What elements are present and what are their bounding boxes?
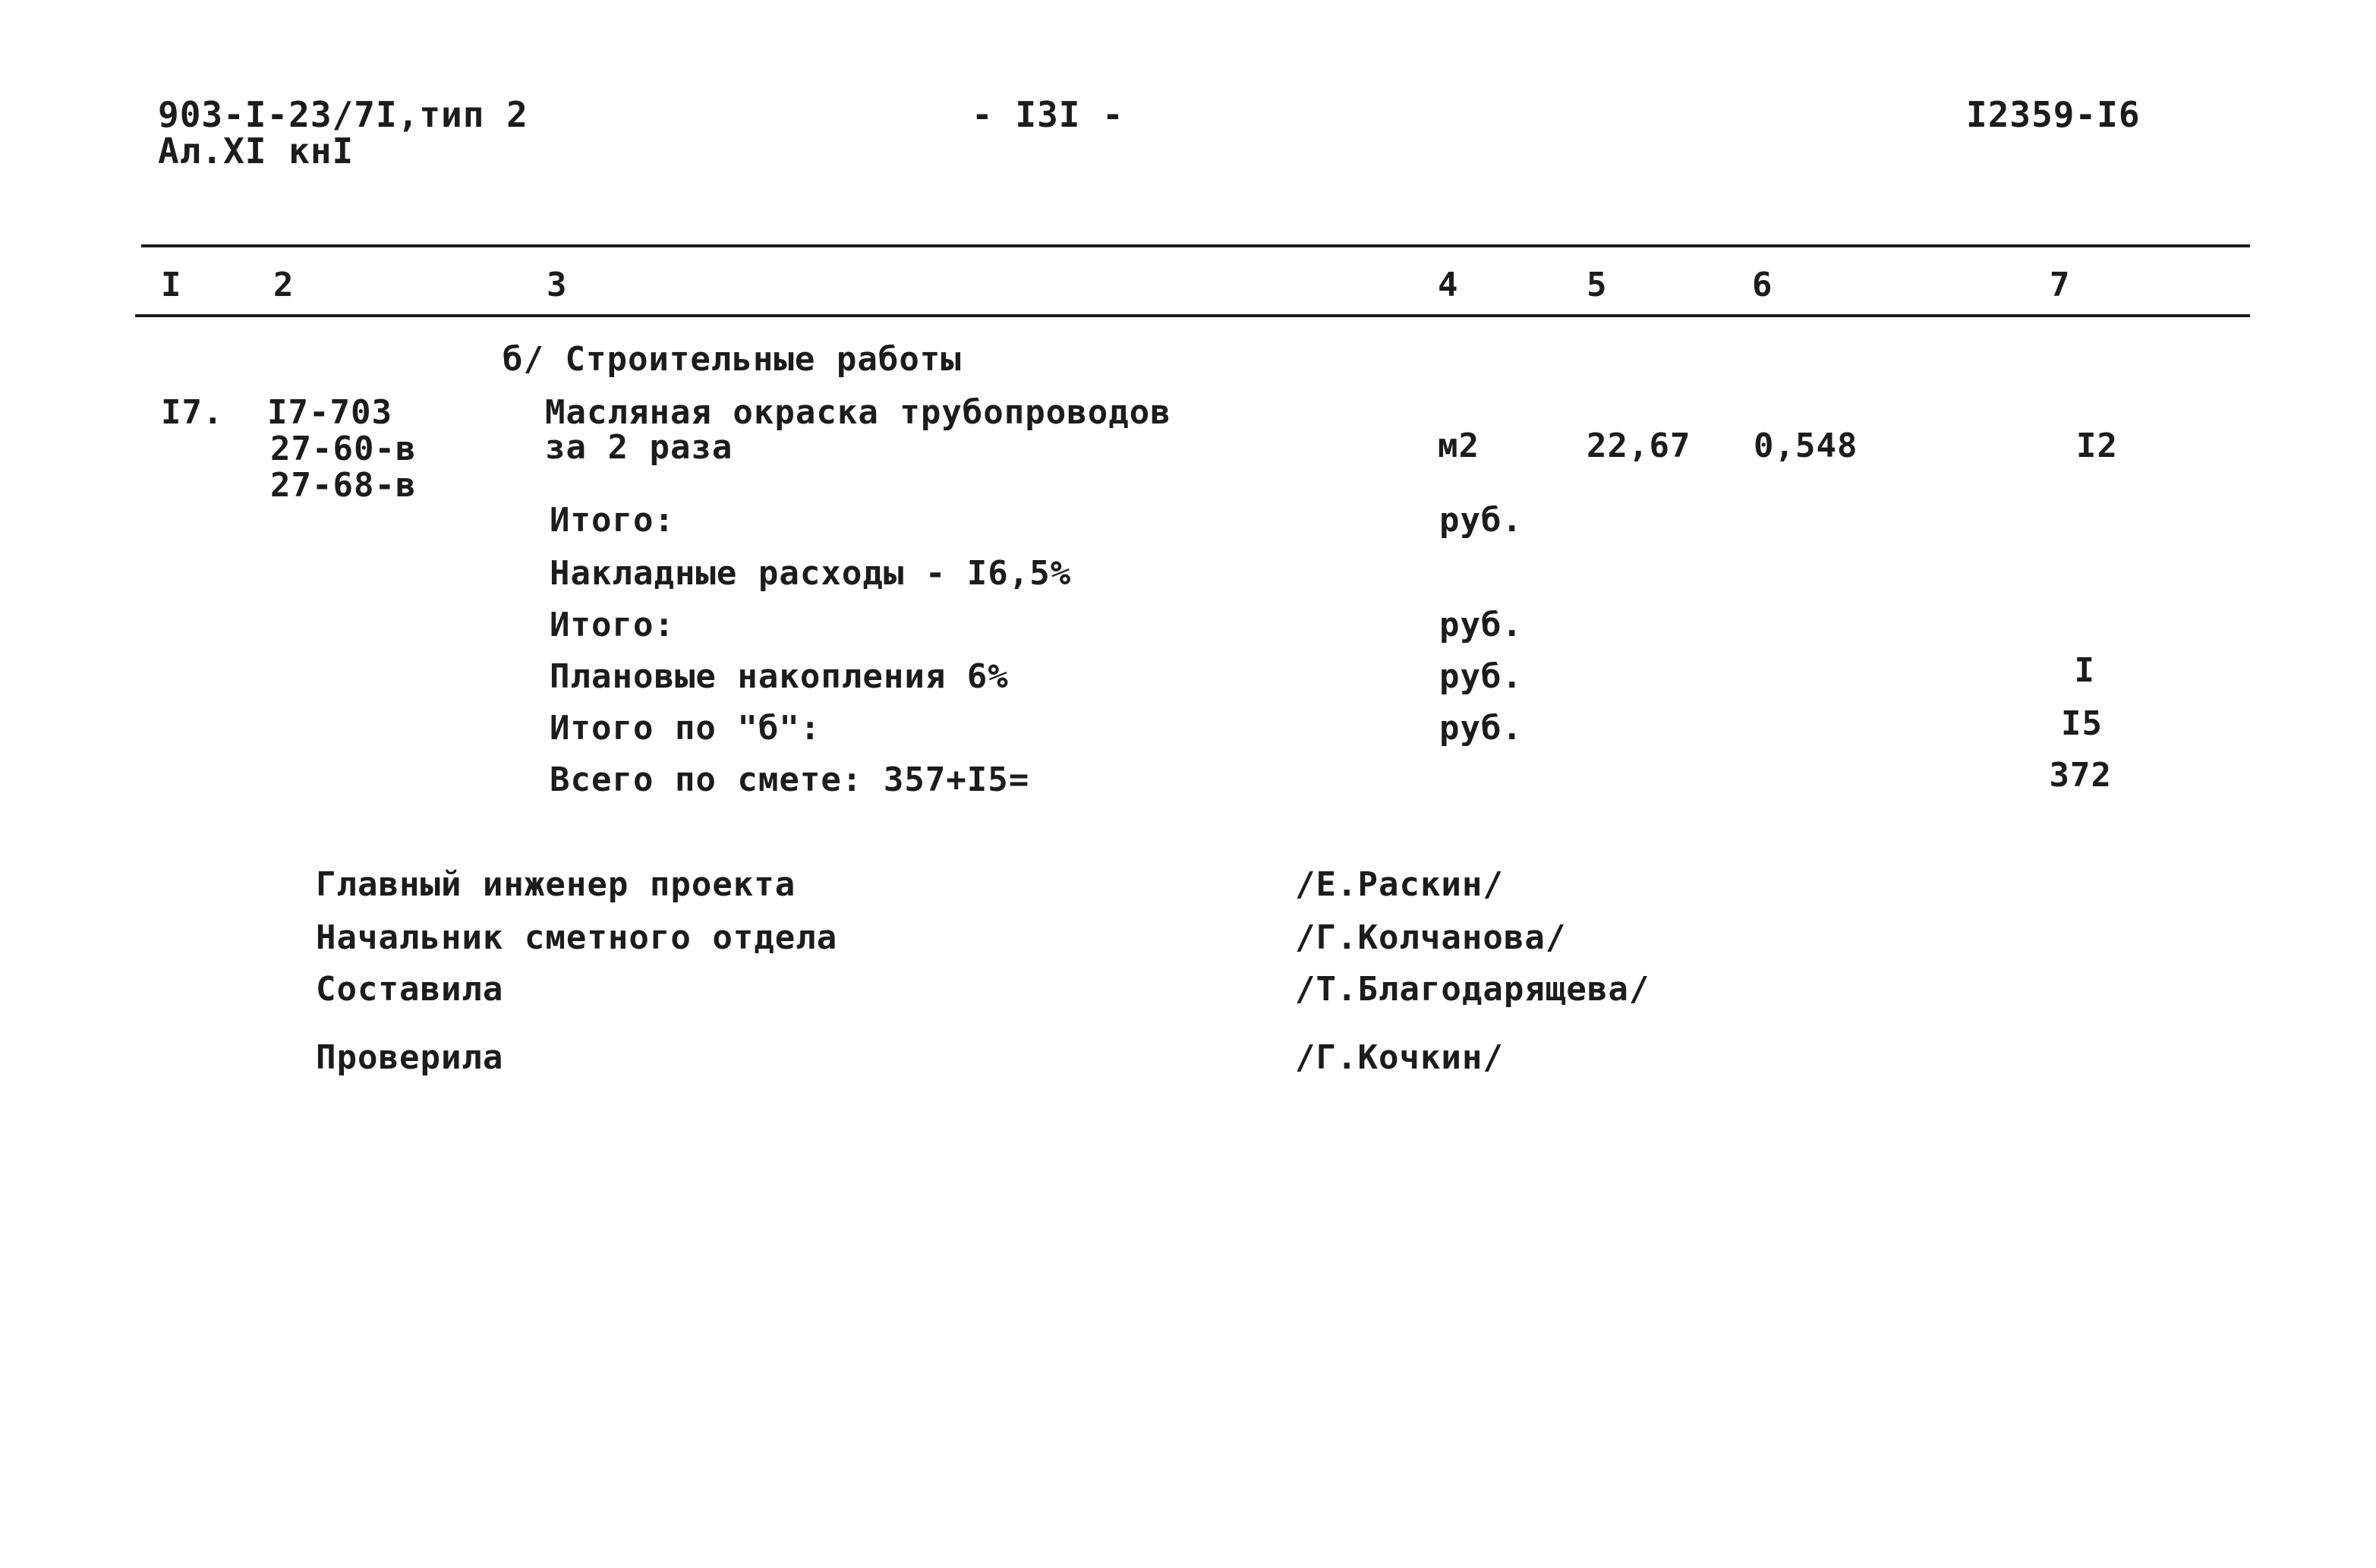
summary-unit: руб. [1439, 606, 1523, 644]
signature-name: /Г.Кочкин/ [1295, 1038, 1504, 1077]
column-header-5: 5 [1587, 266, 1608, 304]
signature-name: /Е.Раскин/ [1295, 865, 1504, 904]
column-header-4: 4 [1438, 266, 1459, 304]
column-header-6: 6 [1752, 266, 1773, 304]
document-code: 903-I-23/7I,тип 2 [158, 94, 528, 135]
item-description-cont: за 2 раза [545, 428, 733, 467]
signature-role: Проверила [316, 1038, 504, 1077]
item-total: I2 [2076, 427, 2118, 465]
summary-value: I5 [2061, 704, 2103, 743]
document-number: I2359-I6 [1966, 94, 2141, 135]
table-top-rule [141, 244, 2250, 247]
signature-name: /Т.Благодарящева/ [1295, 970, 1650, 1009]
summary-unit: руб. [1439, 657, 1523, 696]
item-description: Масляная окраска трубопроводов [545, 393, 1171, 432]
item-code: 27-60-в [270, 430, 417, 468]
signature-role: Главный инженер проекта [316, 865, 796, 904]
signature-name: /Г.Колчанова/ [1295, 918, 1567, 957]
column-header-2: 2 [273, 266, 295, 304]
table-header-rule [135, 314, 2250, 317]
signature-role: Начальник сметного отдела [316, 918, 838, 957]
summary-label: Плановые накопления 6% [550, 657, 1009, 696]
column-header-1: I [161, 266, 182, 304]
summary-label: Итого по "б": [550, 709, 821, 748]
column-header-3: 3 [547, 266, 568, 304]
item-quantity: 22,67 [1587, 427, 1691, 465]
item-code: I7-703 [267, 393, 392, 432]
summary-value: 372 [2049, 756, 2112, 795]
summary-unit: руб. [1439, 501, 1523, 540]
signature-role: Составила [316, 970, 504, 1009]
item-unit: м2 [1438, 427, 1479, 465]
summary-label: Накладные расходы - I6,5% [550, 554, 1072, 593]
summary-label: Итого: [550, 606, 675, 644]
item-code: 27-68-в [270, 466, 417, 505]
summary-value: I [2074, 651, 2095, 690]
summary-label: Итого: [550, 501, 675, 540]
summary-unit: руб. [1439, 709, 1523, 748]
album-reference: Ал.XI кнI [158, 131, 355, 172]
page-number: - I3I - [972, 94, 1124, 135]
section-title: б/ Строительные работы [503, 340, 962, 379]
item-unit-price: 0,548 [1754, 427, 1858, 465]
item-number: I7. [161, 393, 224, 432]
summary-label: Всего по смете: 357+I5= [550, 760, 1030, 799]
column-header-7: 7 [2050, 266, 2071, 304]
